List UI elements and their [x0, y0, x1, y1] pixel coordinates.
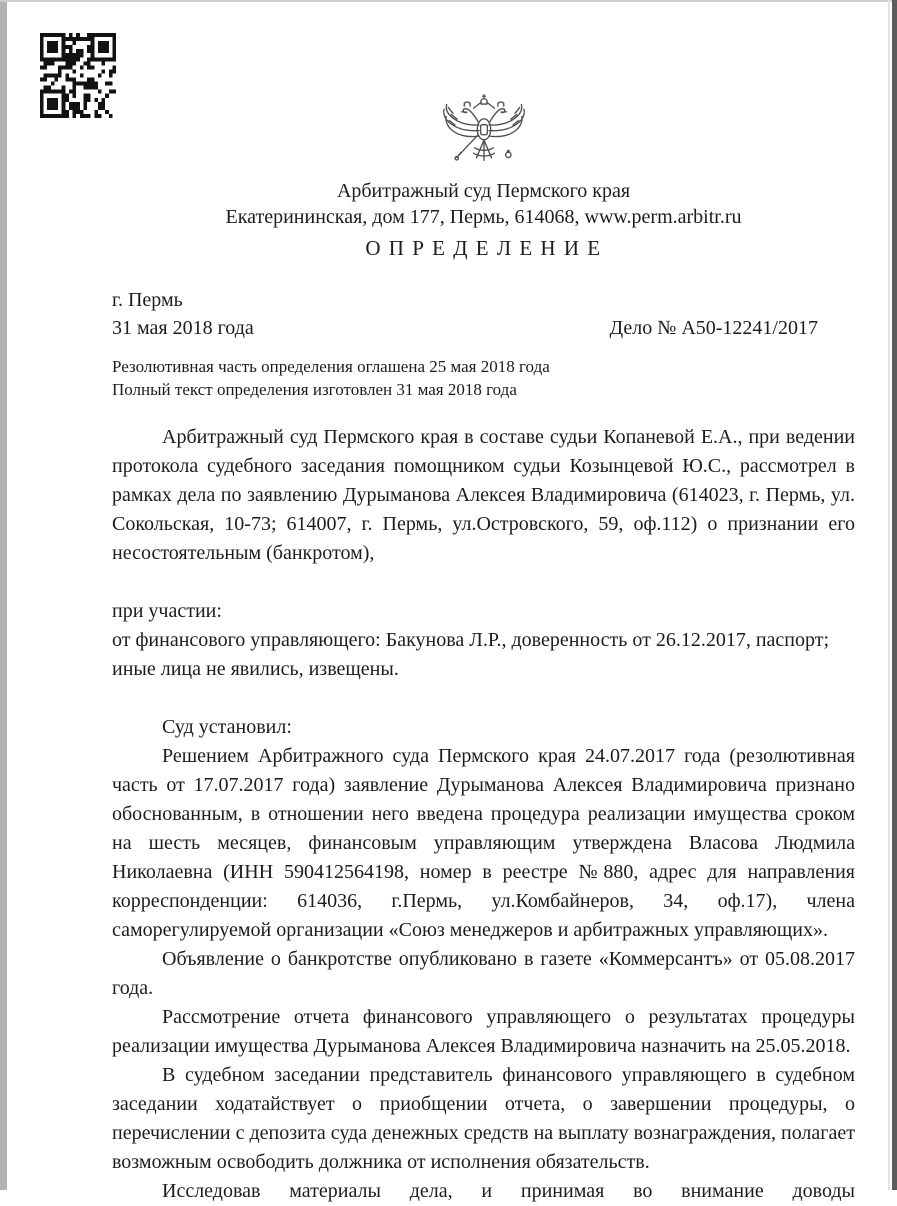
document-title: О П Р Е Д Е Л Е Н И Е [365, 236, 602, 260]
full-text-line: Полный текст определения изготовлен 31 мая 2018 года [112, 380, 517, 399]
document-page [112, 0, 855, 1206]
resolutive-part-line: Резолютивная часть определения оглашена 25 мая 2018 года [112, 357, 550, 376]
russian-double-headed-eagle-emblem [433, 94, 535, 178]
city-line: г. Пермь [112, 289, 183, 311]
court-address: Екатерининская, дом 177, Пермь, 614068, www.perm.arbitr.ru [225, 206, 742, 228]
page-edge-right-line [888, 0, 890, 1190]
decision-paragraph: Решением Арбитражного суда Пермского края 24.07.2017 года (резолютивная часть от 17.07.2017 года) заявление Дурыманова Алексея Владимировича признано обоснованным, в отношении него введена процедура реализации имущества сроком на шесть месяцев, финансовым управляющим утверждена Власова Людмила Николаевна (ИНН 590412564198, номер в реестре №880, адрес для направления корреспонденции: 614036, г.Пермь, ул.Комбайнеров, 34, оф.17), члена саморегулируемой организации «Союз менеджеров и арбитражных управляющих». [112, 745, 855, 941]
court-established-label: Суд установил: [162, 716, 292, 738]
court-name: Арбитражный суд Пермского края [336, 180, 631, 202]
conclusion-paragraph: Исследовав материалы дела, и принимая во внимание доводы [162, 1180, 855, 1202]
publication-paragraph: Объявление о банкротстве опубликовано в газете «Коммерсантъ» от 05.08.2017 года. [112, 948, 855, 999]
qr-code-icon [40, 33, 116, 118]
participation-label: при участии: [112, 600, 222, 622]
participant-others-absent: иные лица не явились, извещены. [112, 658, 399, 680]
session-motion-paragraph: В судебном заседании представитель финансового управляющего в судебном заседании ходатайствует о приобщении отчета, о завершении процедуры, о перечислении с депозита суда денежных средств на выплату вознаграждения, полагает возможным освободить должника от исполнения обязательств. [112, 1064, 855, 1173]
participant-financial-manager: от финансового управляющего: Бакунова Л.Р., доверенность от 26.12.2017, паспорт; [112, 629, 830, 651]
date-line: 31 мая 2018 года [112, 317, 254, 339]
page-edge-left [0, 0, 7, 1190]
case-number: Дело № А50-12241/2017 [609, 317, 818, 339]
page-edge-right-bar [892, 0, 897, 1190]
intro-paragraph: Арбитражный суд Пермского края в составе судьи Копаневой Е.А., при ведении протокола судебного заседания помощником судьи Козынцевой Ю.С., рассмотрел в рамках дела по заявлению Дурыманова Алексея Владимировича (614023, г. Пермь, ул. Сокольская, 10-73; 614007, г. Пермь, ул.Островского, 59, оф.112) о признании его несостоятельным (банкротом), [112, 426, 855, 564]
hearing-schedule-paragraph: Рассмотрение отчета финансового управляющего о результатах процедуры реализации имущества Дурыманова Алексея Владимировича назначить на 25.05.2018. [112, 1006, 855, 1057]
